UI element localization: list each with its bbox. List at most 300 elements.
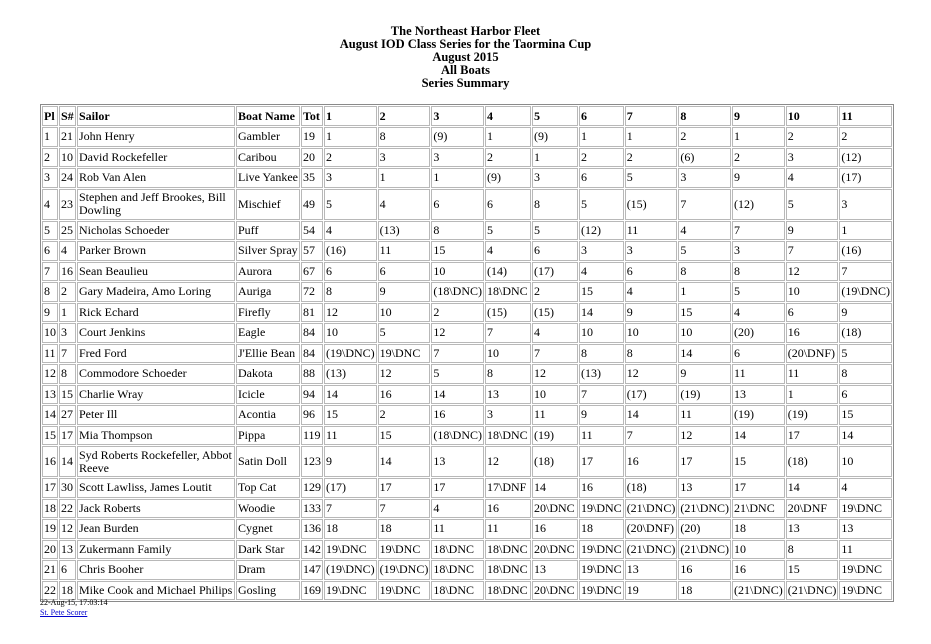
race-score-cell: 17: [378, 478, 431, 498]
race-score-cell: 15: [579, 282, 624, 302]
race-score-cell: 2: [324, 148, 377, 168]
race-score-cell: 9: [579, 405, 624, 425]
race-score-cell: 1: [786, 385, 839, 405]
race-score-cell: 18\DNC: [431, 560, 484, 580]
column-header: 9: [732, 106, 785, 126]
race-score-cell: 18\DNC: [485, 560, 531, 580]
boat-name-cell: Gambler: [236, 127, 300, 147]
race-score-cell: 14: [579, 303, 624, 323]
race-score-cell: 17\DNF: [485, 478, 531, 498]
report-titles: [0, 25, 931, 90]
race-score-cell: 5: [378, 323, 431, 343]
race-score-cell: 3: [485, 405, 531, 425]
race-score-cell: (19\DNC): [378, 560, 431, 580]
total-cell: 19: [301, 127, 323, 147]
race-score-cell: 18\DNC: [431, 540, 484, 560]
race-score-cell: 21\DNC: [732, 499, 785, 519]
race-score-cell: 18: [378, 519, 431, 539]
place-cell: 21: [42, 560, 58, 580]
sail-number-cell: 6: [59, 560, 76, 580]
race-score-cell: (12): [839, 148, 892, 168]
race-score-cell: 20\DNC: [532, 499, 578, 519]
place-cell: 6: [42, 241, 58, 261]
total-cell: 142: [301, 540, 323, 560]
race-score-cell: 8: [324, 282, 377, 302]
race-score-cell: 3: [579, 241, 624, 261]
race-score-cell: 18\DNC: [485, 426, 531, 446]
race-score-cell: 11: [786, 364, 839, 384]
race-score-cell: 8: [431, 221, 484, 241]
sailor-cell: David Rockefeller: [77, 148, 235, 168]
race-score-cell: 6: [532, 241, 578, 261]
race-score-cell: 19\DNC: [579, 581, 624, 601]
race-score-cell: 20\DNF: [786, 499, 839, 519]
race-score-cell: (12): [579, 221, 624, 241]
title-line: August 2015: [432, 50, 499, 64]
race-score-cell: 16: [786, 323, 839, 343]
race-score-cell: (18\DNC): [431, 282, 484, 302]
sail-number-cell: 10: [59, 148, 76, 168]
race-score-cell: 2: [732, 148, 785, 168]
race-score-cell: 15: [732, 446, 785, 477]
boat-name-cell: Dram: [236, 560, 300, 580]
race-score-cell: 8: [625, 344, 678, 364]
race-score-cell: (21\DNC): [732, 581, 785, 601]
boat-name-cell: Auriga: [236, 282, 300, 302]
race-score-cell: 15: [324, 405, 377, 425]
race-score-cell: (19\DNC): [324, 560, 377, 580]
table-row: [42, 385, 892, 405]
race-score-cell: (17): [839, 168, 892, 188]
race-score-cell: 18: [324, 519, 377, 539]
race-score-cell: 4: [732, 303, 785, 323]
boat-name-cell: Caribou: [236, 148, 300, 168]
table-row: [42, 303, 892, 323]
race-score-cell: (9): [485, 168, 531, 188]
race-score-cell: 5: [324, 189, 377, 220]
column-header: 10: [786, 106, 839, 126]
race-score-cell: 2: [579, 148, 624, 168]
boat-name-cell: Aurora: [236, 262, 300, 282]
race-score-cell: 9: [324, 446, 377, 477]
race-score-cell: 5: [678, 241, 731, 261]
race-score-cell: 16: [732, 560, 785, 580]
race-score-cell: 16: [431, 405, 484, 425]
total-cell: 147: [301, 560, 323, 580]
race-score-cell: (20): [678, 519, 731, 539]
race-score-cell: (21\DNC): [678, 540, 731, 560]
table-row: [42, 405, 892, 425]
column-header: 7: [625, 106, 678, 126]
race-score-cell: 17: [678, 446, 731, 477]
race-score-cell: 3: [786, 148, 839, 168]
race-score-cell: 20\DNC: [532, 581, 578, 601]
race-score-cell: 10: [678, 323, 731, 343]
race-score-cell: 12: [678, 426, 731, 446]
sailor-cell: Zukermann Family: [77, 540, 235, 560]
race-score-cell: 13: [678, 478, 731, 498]
sail-number-cell: 17: [59, 426, 76, 446]
race-score-cell: 4: [431, 499, 484, 519]
sailor-cell: Peter Ill: [77, 405, 235, 425]
sail-number-cell: 22: [59, 499, 76, 519]
race-score-cell: 3: [839, 189, 892, 220]
race-score-cell: (17): [532, 262, 578, 282]
race-score-cell: 14: [625, 405, 678, 425]
race-score-cell: 1: [839, 221, 892, 241]
race-score-cell: (19\DNC): [324, 344, 377, 364]
boat-name-cell: Eagle: [236, 323, 300, 343]
race-score-cell: 1: [678, 282, 731, 302]
sail-number-cell: 7: [59, 344, 76, 364]
title-line: All Boats: [441, 63, 490, 77]
sailor-cell: Syd Roberts Rockefeller, Abbot Reeve: [77, 446, 235, 477]
total-cell: 81: [301, 303, 323, 323]
race-score-cell: 4: [786, 168, 839, 188]
race-score-cell: 4: [678, 221, 731, 241]
race-score-cell: 7: [786, 241, 839, 261]
table-row: [42, 478, 892, 498]
boat-name-cell: Mischief: [236, 189, 300, 220]
race-score-cell: 11: [431, 519, 484, 539]
race-score-cell: 15: [786, 560, 839, 580]
race-score-cell: 2: [431, 303, 484, 323]
place-cell: 3: [42, 168, 58, 188]
race-score-cell: 10: [786, 282, 839, 302]
race-score-cell: 17: [431, 478, 484, 498]
race-score-cell: 9: [732, 168, 785, 188]
total-cell: 136: [301, 519, 323, 539]
sailor-cell: Fred Ford: [77, 344, 235, 364]
race-score-cell: 11: [485, 519, 531, 539]
race-score-cell: (13): [324, 364, 377, 384]
race-score-cell: 3: [324, 168, 377, 188]
race-score-cell: 11: [378, 241, 431, 261]
race-score-cell: (18): [625, 478, 678, 498]
race-score-cell: 8: [579, 344, 624, 364]
race-score-cell: (9): [431, 127, 484, 147]
race-score-cell: 14: [678, 344, 731, 364]
column-header: Boat Name: [236, 106, 300, 126]
sailor-cell: Chris Booher: [77, 560, 235, 580]
race-score-cell: 19\DNC: [324, 540, 377, 560]
race-score-cell: (18): [532, 446, 578, 477]
race-score-cell: 12: [532, 364, 578, 384]
boat-name-cell: Pippa: [236, 426, 300, 446]
sail-number-cell: 27: [59, 405, 76, 425]
race-score-cell: 9: [839, 303, 892, 323]
table-row: [42, 221, 892, 241]
table-row: [42, 581, 892, 601]
sailor-cell: Jack Roberts: [77, 499, 235, 519]
sail-number-cell: 14: [59, 446, 76, 477]
sail-number-cell: 15: [59, 385, 76, 405]
race-score-cell: (14): [485, 262, 531, 282]
sailor-cell: Sean Beaulieu: [77, 262, 235, 282]
race-score-cell: 7: [579, 385, 624, 405]
race-score-cell: (21\DNC): [625, 499, 678, 519]
boat-name-cell: Dakota: [236, 364, 300, 384]
boat-name-cell: Gosling: [236, 581, 300, 601]
race-score-cell: 16: [378, 385, 431, 405]
sailor-cell: Rick Echard: [77, 303, 235, 323]
race-score-cell: 7: [532, 344, 578, 364]
race-score-cell: 11: [579, 426, 624, 446]
race-score-cell: 9: [378, 282, 431, 302]
race-score-cell: 4: [532, 323, 578, 343]
table-row: [42, 560, 892, 580]
race-score-cell: 8: [786, 540, 839, 560]
sailor-cell: Court Jenkins: [77, 323, 235, 343]
race-score-cell: 19\DNC: [378, 540, 431, 560]
sail-number-cell: 3: [59, 323, 76, 343]
race-score-cell: 11: [839, 540, 892, 560]
race-score-cell: 9: [678, 364, 731, 384]
sail-number-cell: 4: [59, 241, 76, 261]
race-score-cell: 18\DNC: [485, 282, 531, 302]
race-score-cell: (19): [532, 426, 578, 446]
race-score-cell: 2: [786, 127, 839, 147]
column-header: 4: [485, 106, 531, 126]
column-header: Sailor: [77, 106, 235, 126]
race-score-cell: 11: [732, 364, 785, 384]
race-score-cell: 19\DNC: [378, 344, 431, 364]
race-score-cell: 7: [431, 344, 484, 364]
place-cell: 15: [42, 426, 58, 446]
race-score-cell: 1: [579, 127, 624, 147]
race-score-cell: 1: [324, 127, 377, 147]
total-cell: 67: [301, 262, 323, 282]
sailor-cell: Jean Burden: [77, 519, 235, 539]
race-score-cell: 12: [324, 303, 377, 323]
race-score-cell: (18): [786, 446, 839, 477]
race-score-cell: (15): [625, 189, 678, 220]
race-score-cell: 11: [625, 221, 678, 241]
total-cell: 96: [301, 405, 323, 425]
race-score-cell: 15: [431, 241, 484, 261]
race-score-cell: 19\DNC: [579, 499, 624, 519]
boat-name-cell: Icicle: [236, 385, 300, 405]
race-score-cell: 5: [732, 282, 785, 302]
race-score-cell: 4: [324, 221, 377, 241]
race-score-cell: 6: [378, 262, 431, 282]
race-score-cell: (19): [786, 405, 839, 425]
race-score-cell: (15): [485, 303, 531, 323]
sailor-cell: Commodore Schoeder: [77, 364, 235, 384]
race-score-cell: 5: [786, 189, 839, 220]
race-score-cell: 15: [839, 405, 892, 425]
title-line: The Northeast Harbor Fleet: [390, 24, 541, 38]
race-score-cell: 16: [678, 560, 731, 580]
race-score-cell: 10: [579, 323, 624, 343]
table-row: [42, 323, 892, 343]
sail-number-cell: 12: [59, 519, 76, 539]
race-score-cell: 18: [732, 519, 785, 539]
sail-number-cell: 2: [59, 282, 76, 302]
column-header: 1: [324, 106, 377, 126]
race-score-cell: 13: [839, 519, 892, 539]
total-cell: 54: [301, 221, 323, 241]
race-score-cell: 19\DNC: [579, 560, 624, 580]
race-score-cell: 2: [378, 405, 431, 425]
race-score-cell: 14: [732, 426, 785, 446]
race-score-cell: (21\DNC): [786, 581, 839, 601]
table-row: [42, 168, 892, 188]
race-score-cell: 16: [579, 478, 624, 498]
column-header: Pl: [42, 106, 58, 126]
race-score-cell: 12: [786, 262, 839, 282]
race-score-cell: 18\DNC: [485, 540, 531, 560]
total-cell: 129: [301, 478, 323, 498]
place-cell: 2: [42, 148, 58, 168]
race-score-cell: 13: [532, 560, 578, 580]
sailor-cell: Mike Cook and Michael Philips: [77, 581, 235, 601]
race-score-cell: 8: [732, 262, 785, 282]
sail-number-cell: 13: [59, 540, 76, 560]
sailor-cell: Gary Madeira, Amo Loring: [77, 282, 235, 302]
place-cell: 11: [42, 344, 58, 364]
race-score-cell: 4: [625, 282, 678, 302]
place-cell: 4: [42, 189, 58, 220]
sail-number-cell: 25: [59, 221, 76, 241]
boat-name-cell: J'Ellie Bean: [236, 344, 300, 364]
table-row: [42, 499, 892, 519]
column-header: 5: [532, 106, 578, 126]
total-cell: 169: [301, 581, 323, 601]
column-header: 6: [579, 106, 624, 126]
generated-timestamp: 22-Aug-15, 17:03:14: [40, 598, 108, 607]
place-cell: 10: [42, 323, 58, 343]
race-score-cell: 10: [625, 323, 678, 343]
race-score-cell: 7: [732, 221, 785, 241]
race-score-cell: 14: [839, 426, 892, 446]
place-cell: 14: [42, 405, 58, 425]
race-score-cell: 5: [532, 221, 578, 241]
total-cell: 57: [301, 241, 323, 261]
race-score-cell: 8: [532, 189, 578, 220]
race-score-cell: 19\DNC: [579, 540, 624, 560]
place-cell: 13: [42, 385, 58, 405]
sailor-cell: Rob Van Alen: [77, 168, 235, 188]
race-score-cell: 14: [378, 446, 431, 477]
race-score-cell: 7: [485, 323, 531, 343]
race-score-cell: (20\DNF): [625, 519, 678, 539]
race-score-cell: 5: [579, 189, 624, 220]
race-score-cell: 17: [579, 446, 624, 477]
sail-number-cell: 1: [59, 303, 76, 323]
race-score-cell: 16: [625, 446, 678, 477]
race-score-cell: 6: [839, 385, 892, 405]
race-score-cell: 6: [485, 189, 531, 220]
race-score-cell: 1: [431, 168, 484, 188]
race-score-cell: 9: [786, 221, 839, 241]
race-score-cell: 5: [485, 221, 531, 241]
race-score-cell: 4: [839, 478, 892, 498]
place-cell: 1: [42, 127, 58, 147]
boat-name-cell: Dark Star: [236, 540, 300, 560]
race-score-cell: 14: [431, 385, 484, 405]
boat-name-cell: Acontia: [236, 405, 300, 425]
table-row: [42, 127, 892, 147]
race-score-cell: 16: [532, 519, 578, 539]
total-cell: 133: [301, 499, 323, 519]
total-cell: 49: [301, 189, 323, 220]
sailor-cell: John Henry: [77, 127, 235, 147]
race-score-cell: 17: [786, 426, 839, 446]
race-score-cell: (13): [378, 221, 431, 241]
scorer-link[interactable]: St. Pete Scorer: [40, 608, 88, 617]
place-cell: 19: [42, 519, 58, 539]
sail-number-cell: 18: [59, 581, 76, 601]
place-cell: 18: [42, 499, 58, 519]
column-header: 3: [431, 106, 484, 126]
race-score-cell: 3: [532, 168, 578, 188]
race-score-cell: 12: [625, 364, 678, 384]
race-score-cell: 18\DNC: [431, 581, 484, 601]
race-score-cell: (18\DNC): [431, 426, 484, 446]
race-score-cell: 1: [732, 127, 785, 147]
sail-number-cell: 16: [59, 262, 76, 282]
race-score-cell: 1: [378, 168, 431, 188]
race-score-cell: 1: [625, 127, 678, 147]
race-score-cell: 6: [732, 344, 785, 364]
race-score-cell: 10: [732, 540, 785, 560]
table-row: [42, 446, 892, 477]
race-score-cell: 11: [324, 426, 377, 446]
race-score-cell: (20): [732, 323, 785, 343]
race-score-cell: 7: [324, 499, 377, 519]
race-score-cell: 12: [378, 364, 431, 384]
race-score-cell: 19: [625, 581, 678, 601]
sail-number-cell: 8: [59, 364, 76, 384]
sail-number-cell: 24: [59, 168, 76, 188]
table-header-row: [42, 106, 892, 126]
race-score-cell: 19\DNC: [324, 581, 377, 601]
column-header: S#: [59, 106, 76, 126]
race-score-cell: (15): [532, 303, 578, 323]
race-score-cell: (21\DNC): [625, 540, 678, 560]
table-row: [42, 364, 892, 384]
race-score-cell: 3: [678, 168, 731, 188]
race-score-cell: 11: [532, 405, 578, 425]
race-score-cell: 8: [839, 364, 892, 384]
total-cell: 84: [301, 344, 323, 364]
race-score-cell: 2: [839, 127, 892, 147]
race-score-cell: 14: [532, 478, 578, 498]
column-header: 2: [378, 106, 431, 126]
boat-name-cell: Firefly: [236, 303, 300, 323]
total-cell: 84: [301, 323, 323, 343]
table-row: [42, 262, 892, 282]
race-score-cell: (16): [839, 241, 892, 261]
place-cell: 5: [42, 221, 58, 241]
race-score-cell: 18: [678, 581, 731, 601]
total-cell: 119: [301, 426, 323, 446]
race-score-cell: 8: [678, 262, 731, 282]
race-score-cell: 2: [678, 127, 731, 147]
race-score-cell: 3: [378, 148, 431, 168]
table-row: [42, 282, 892, 302]
place-cell: 17: [42, 478, 58, 498]
race-score-cell: (18): [839, 323, 892, 343]
sail-number-cell: 30: [59, 478, 76, 498]
race-score-cell: 1: [532, 148, 578, 168]
race-score-cell: 6: [625, 262, 678, 282]
race-score-cell: 5: [839, 344, 892, 364]
sail-number-cell: 21: [59, 127, 76, 147]
total-cell: 35: [301, 168, 323, 188]
race-score-cell: 5: [431, 364, 484, 384]
